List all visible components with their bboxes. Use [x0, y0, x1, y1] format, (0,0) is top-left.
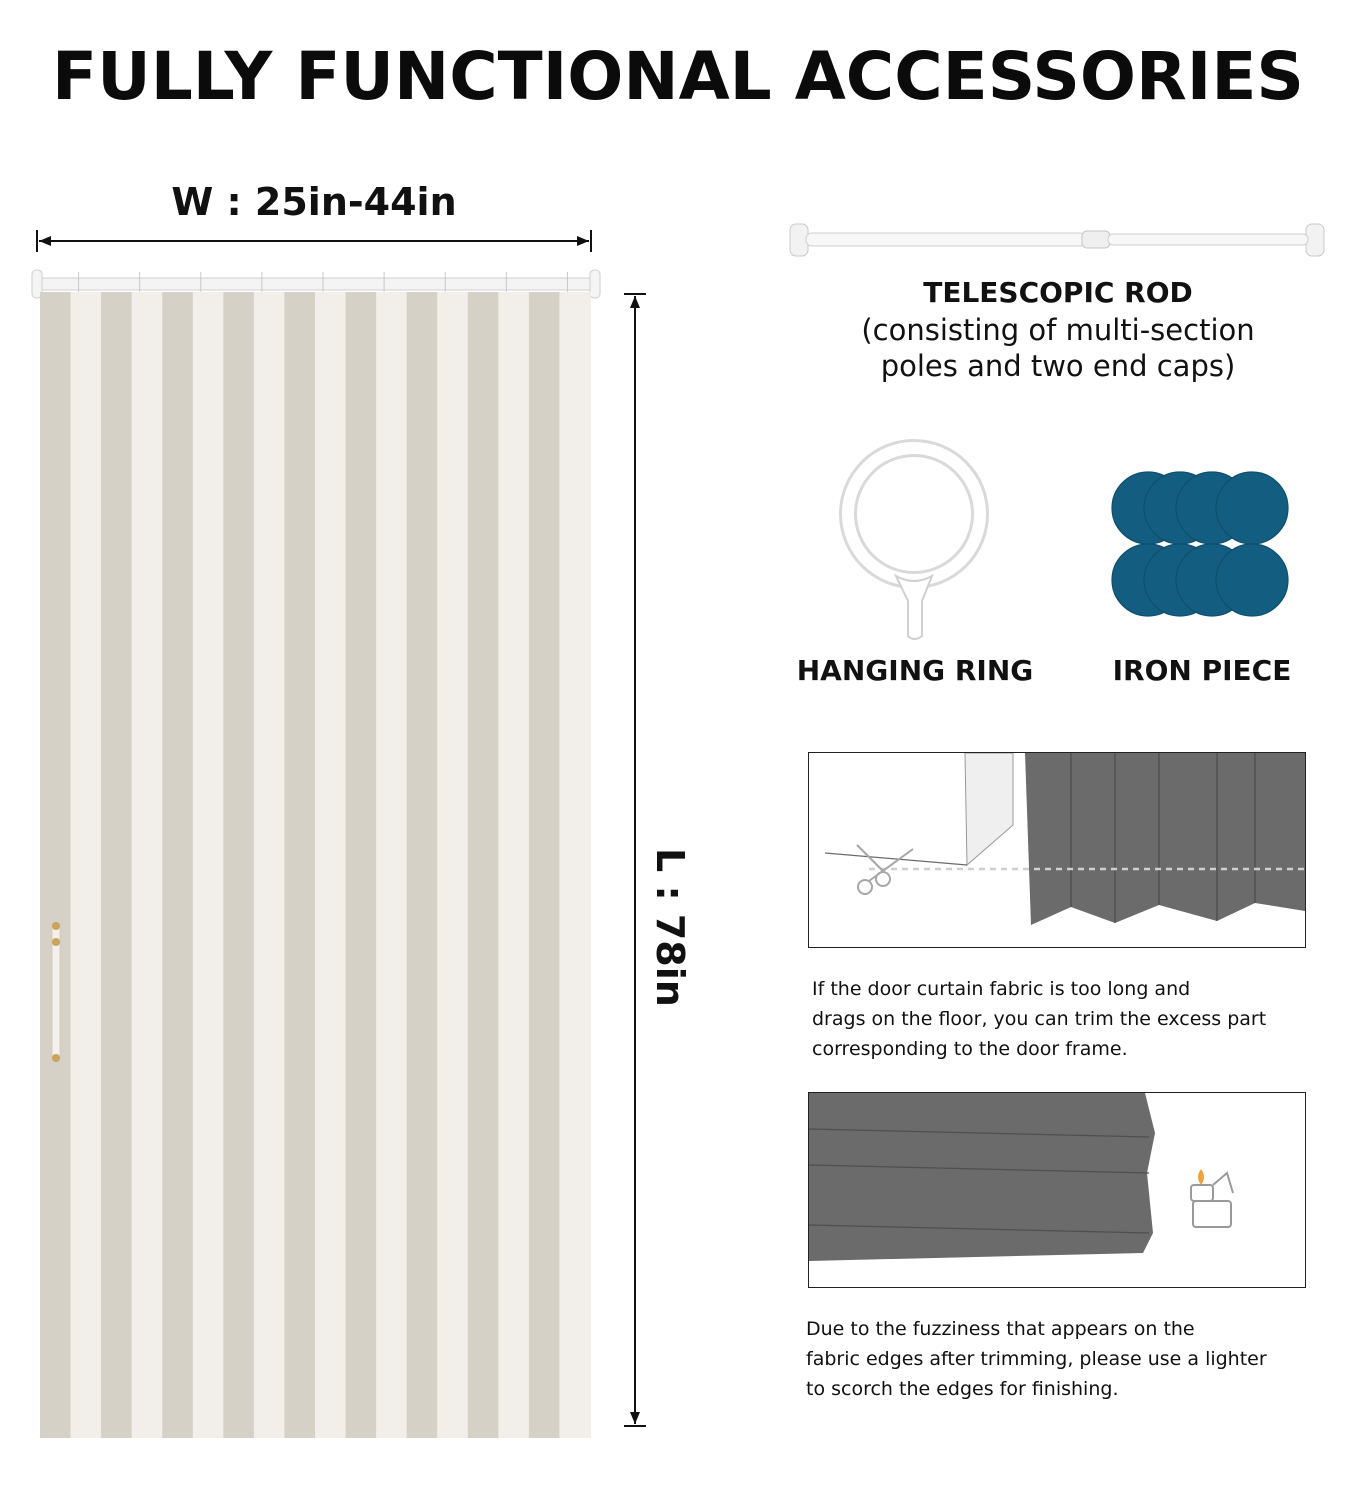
page-title: FULLY FUNCTIONAL ACCESSORIES: [52, 38, 1304, 115]
curtain-pleat-shade: [40, 292, 72, 1438]
trim-illustration: [809, 753, 1305, 947]
scorch-illustration-box: [808, 1092, 1306, 1288]
telescopic-rod-description: [800, 312, 1316, 384]
curtain-pleat-highlight: [437, 292, 469, 1438]
lighter-icon: [1191, 1169, 1233, 1227]
width-dimension-arrow: [30, 226, 600, 256]
trim-note-line-3: corresponding to the door frame.: [812, 1038, 1128, 1060]
curtain-pleat-shade: [529, 292, 561, 1438]
ring-icon: [830, 436, 1000, 646]
curtain-illustration: [28, 262, 608, 1442]
curtain-pleat-shade: [346, 292, 378, 1438]
curtain-pleat-highlight: [254, 292, 286, 1438]
curtain-pleat-highlight: [559, 292, 591, 1438]
curtain-pleat-highlight: [376, 292, 408, 1438]
curtain-pleat-shade: [407, 292, 439, 1438]
rod-description-line-2: poles and two end caps): [880, 349, 1236, 383]
scorch-note-line-1: Due to the fuzziness that appears on the: [806, 1318, 1195, 1340]
iron-piece-label: IRON PIECE: [1112, 654, 1292, 687]
curtain-pleat-highlight: [498, 292, 530, 1438]
length-dimension-arrow: [618, 288, 652, 1432]
curtain-pleat-highlight: [71, 292, 103, 1438]
trim-illustration-box: [808, 752, 1306, 948]
scorch-note-line-2: fabric edges after trimming, please use a lighter: [806, 1348, 1267, 1370]
curtain-pleat-shade: [223, 292, 255, 1438]
telescopic-rod-icon: [786, 218, 1330, 260]
hanging-ring-label: HANGING RING: [796, 654, 1034, 687]
scorch-note: [806, 1314, 1318, 1404]
scorch-illustration: [809, 1093, 1305, 1287]
curtain-pleat-shade: [284, 292, 316, 1438]
curtain-pleat-highlight: [132, 292, 164, 1438]
curtain-pleat-shade: [162, 292, 194, 1438]
scorch-note-line-3: to scorch the edges for finishing.: [806, 1378, 1119, 1400]
curtain-pleat-highlight: [315, 292, 347, 1438]
iron-disc-icon: [1108, 470, 1298, 618]
curtain-pleat-shade: [101, 292, 133, 1438]
trim-note-line-2: drags on the floor, you can trim the excess part: [812, 1008, 1267, 1030]
curtain-pleat-highlight: [193, 292, 225, 1438]
trim-note: [812, 974, 1312, 1064]
telescopic-rod-title: TELESCOPIC ROD: [923, 276, 1193, 309]
length-dimension-label: L : 78in: [648, 848, 692, 1007]
rod-description-line-1: (consisting of multi-section: [861, 313, 1255, 347]
trim-note-line-1: If the door curtain fabric is too long and: [812, 978, 1191, 1000]
curtain-pleat-shade: [468, 292, 500, 1438]
width-dimension-label: W : 25in-44in: [171, 180, 457, 224]
